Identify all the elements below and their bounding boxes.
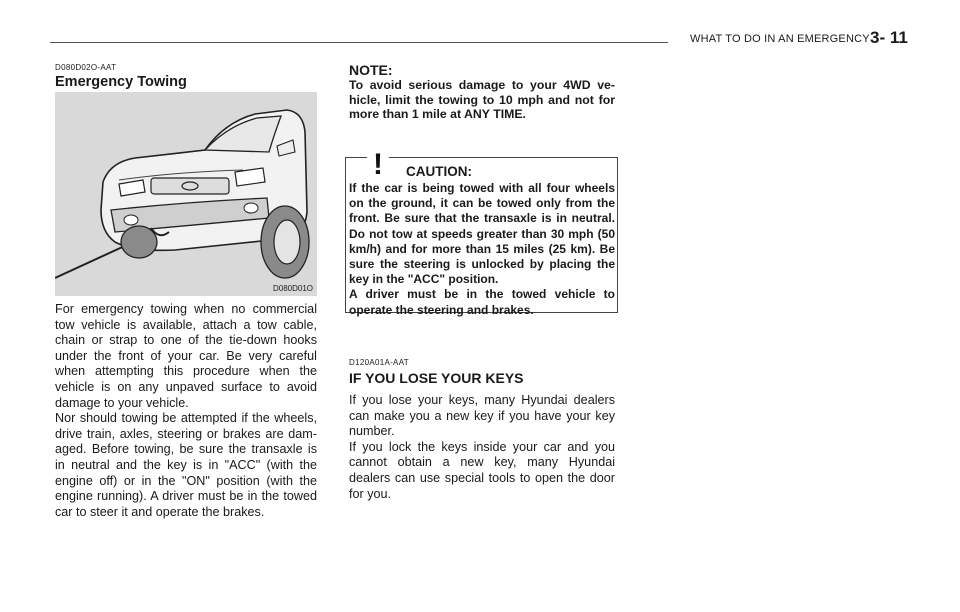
caution-heading: CAUTION: [406,164,472,179]
towing-paragraph-2: Nor should towing be attempted if the wheels, drive train, axles, steering or brakes are dam- aged. Before towing, be sure the transaxle is in neutral and the key is in "ACC" (with the engine off) or in the "ON" position (with the engine running). A driver must be in the towed car to steer it and operate the brakes. [55,411,317,519]
header-rule [50,42,668,43]
towing-heading: Emergency Towing [55,74,187,90]
page-number: 3- 11 [870,28,908,47]
keys-body [349,393,615,502]
caution-text-main: If the car is being towed with all four wheels on the ground, it can be towed only from the front. Be sure that the transaxle is in neutral. Do not tow at speeds greater than 30 mph (50 km/h) and for more than 15 miles (25 km). Be sure the steering is unlocked by placing the key in the "ACC" position. [349,181,615,287]
caution-text [349,181,615,318]
suv-tow-hook-image [55,92,317,296]
keys-paragraph-2: If you lock the keys inside your car and you cannot obtain a new key, many Hyundai dealers can use special tools to open the door for you. [349,439,615,501]
towing-body [55,302,317,520]
towing-paragraph-1: For emergency towing when no commercial tow vehicle is available, attach a tow cable, chain or strap to one of the tie-down hooks under the front of your car. Be very careful when attempting this procedure when the vehicle is on any unpaved surface to avoid damage to your vehicle. [55,302,317,410]
note-heading: NOTE: [349,62,393,78]
figure-code: D080D01O [272,284,313,293]
keys-heading: IF YOU LOSE YOUR KEYS [349,370,524,386]
towing-section-code: D080D02O-AAT [55,63,117,72]
keys-section-code: D120A01A-AAT [349,358,409,367]
section-title: WHAT TO DO IN AN EMERGENCY [690,33,870,45]
keys-paragraph-1: If you lose your keys, many Hyundai dealers can make you a new key if you have your key number. [349,393,615,439]
warning-exclamation: ! [373,148,383,180]
towing-illustration [55,92,317,296]
note-text: To avoid serious damage to your 4WD ve- hicle, limit the towing to 10 mph and not for more than 1 mile at ANY TIME. [349,78,615,122]
caution-text-driver: A driver must be in the towed vehicle to operate the steering and brakes. [349,287,615,317]
warning-triangle-icon [352,140,404,180]
